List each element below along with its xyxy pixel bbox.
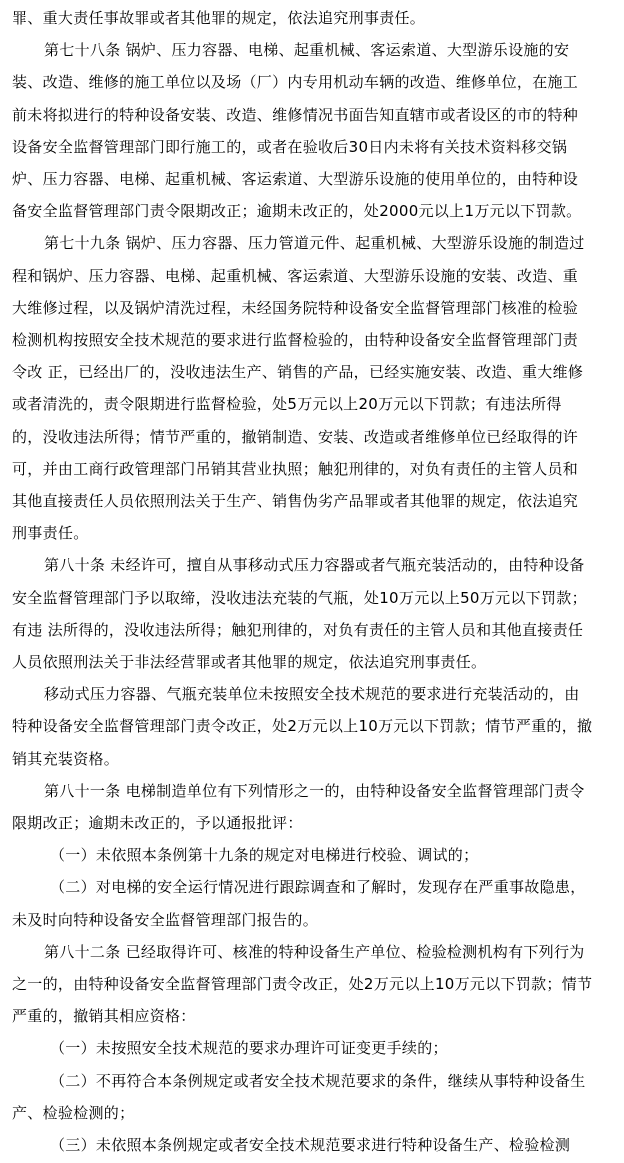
text-line: 第八十一条 电梯制造单位有下列情形之一的，由特种设备安全监督管理部门责令: [44, 781, 585, 800]
text-line: 检测机构按照安全技术规范的要求进行监督检验的，由特种设备安全监督管理部门责: [12, 331, 579, 349]
text-line: （二）不再符合本条例规定或者安全技术规范要求的条件，继续从事特种设备生: [50, 1071, 586, 1090]
text-line: 人员依照刑法关于非法经营罪或者其他罪的规定，依法追究刑事责任。: [12, 653, 487, 671]
text-line: 刑事责任。: [12, 524, 89, 543]
text-line: （一）未按照安全技术规范的要求办理许可证变更手续的；: [50, 1039, 448, 1058]
text-line: 或者清洗的，责令限期进行监督检验，处5万元以上20万元以下罚款；有违法所得: [12, 395, 562, 414]
text-line: 第八十二条 已经取得许可、核准的特种设备生产单位、检验检测机构有下列行为: [44, 942, 585, 961]
text-line: 严重的，撤销其相应资格：: [12, 1007, 196, 1026]
text-line: 备安全监督管理部门责令限期改正；逾期未改正的，处2000元以上1万元以下罚款。: [12, 202, 582, 221]
text-line: 特种设备安全监督管理部门责令改正，处2万元以上10万元以下罚款；情节严重的，撤: [12, 717, 593, 736]
text-line: （二）对电梯的安全运行情况进行跟踪调查和了解时，发现存在严重事故隐患，: [50, 878, 586, 897]
text-line: 安全监督管理部门予以取缔，没收违法充装的气瓶，处10万元以上50万元以下罚款；: [12, 588, 587, 607]
text-line: 的，没收违法所得；情节严重的，撤销制造、安装、改造或者维修单位已经取得的许: [12, 427, 579, 446]
text-line: 第八十条 未经许可，擅自从事移动式压力容器或者气瓶充装活动的，由特种设备: [44, 556, 585, 575]
text-line: 产、检验检测的；: [12, 1103, 135, 1122]
text-line: 炉、压力容器、电梯、起重机械、客运索道、大型游乐设施的使用单位的，由特种设: [12, 170, 579, 188]
text-line: 第七十八条 锅炉、压力容器、电梯、起重机械、客运索道、大型游乐设施的安: [44, 41, 570, 60]
text-line: 其他直接责任人员依照刑法关于生产、销售伪劣产品罪或者其他罪的规定，依法追究: [12, 492, 579, 510]
text-line: 有违 法所得的，没收违法所得；触犯刑律的，对负有责任的主管人员和其他直接责任: [12, 620, 584, 639]
text-line: 移动式压力容器、气瓶充装单位未按照安全技术规范的要求进行充装活动的，由: [44, 685, 580, 704]
text-line: 未及时向特种设备安全监督管理部门报告的。: [12, 910, 319, 929]
text-line: 之一的，由特种设备安全监督管理部门责令改正，处2万元以上10万元以下罚款；情节: [12, 975, 593, 993]
text-line: 装、改造、维修的施工单位以及场（厂）内专用机动车辆的改造、维修单位，在施工: [12, 73, 579, 92]
text-line: 设备安全监督管理部门即行施工的，或者在验收后30日内未将有关技术资料移交锅: [12, 137, 568, 156]
text-line: （一）未依照本条例第十九条的规定对电梯进行校验、调试的；: [50, 846, 479, 865]
text-line: 销其充装资格。: [12, 749, 120, 768]
text-line: （三）未依照本条例规定或者安全技术规范要求进行特种设备生产、检验检测: [50, 1136, 571, 1154]
text-line: 前未将拟进行的特种设备安装、改造、维修情况书面告知直辖市或者设区的市的特种: [12, 105, 579, 124]
text-line: 第七十九条 锅炉、压力容器、压力管道元件、起重机械、大型游乐设施的制造过: [44, 234, 585, 253]
text-line: 大维修过程，以及锅炉清洗过程，未经国务院特种设备安全监督管理部门核准的检验: [12, 298, 579, 317]
text-line: 可，并由工商行政管理部门吊销其营业执照；触犯刑律的，对负有责任的主管人员和: [12, 459, 579, 478]
text-line: 令改 正，已经出厂的，没收违法生产、销售的产品，已经实施安装、改造、重大维修: [12, 363, 584, 382]
text-line: 限期改正；逾期未改正的，予以通报批评：: [12, 814, 303, 832]
text-line: 罪、重大责任事故罪或者其他罪的规定，依法追究刑事责任。: [12, 9, 426, 27]
text-line: 程和锅炉、压力容器、电梯、起重机械、客运索道、大型游乐设施的安装、改造、重: [12, 266, 579, 285]
